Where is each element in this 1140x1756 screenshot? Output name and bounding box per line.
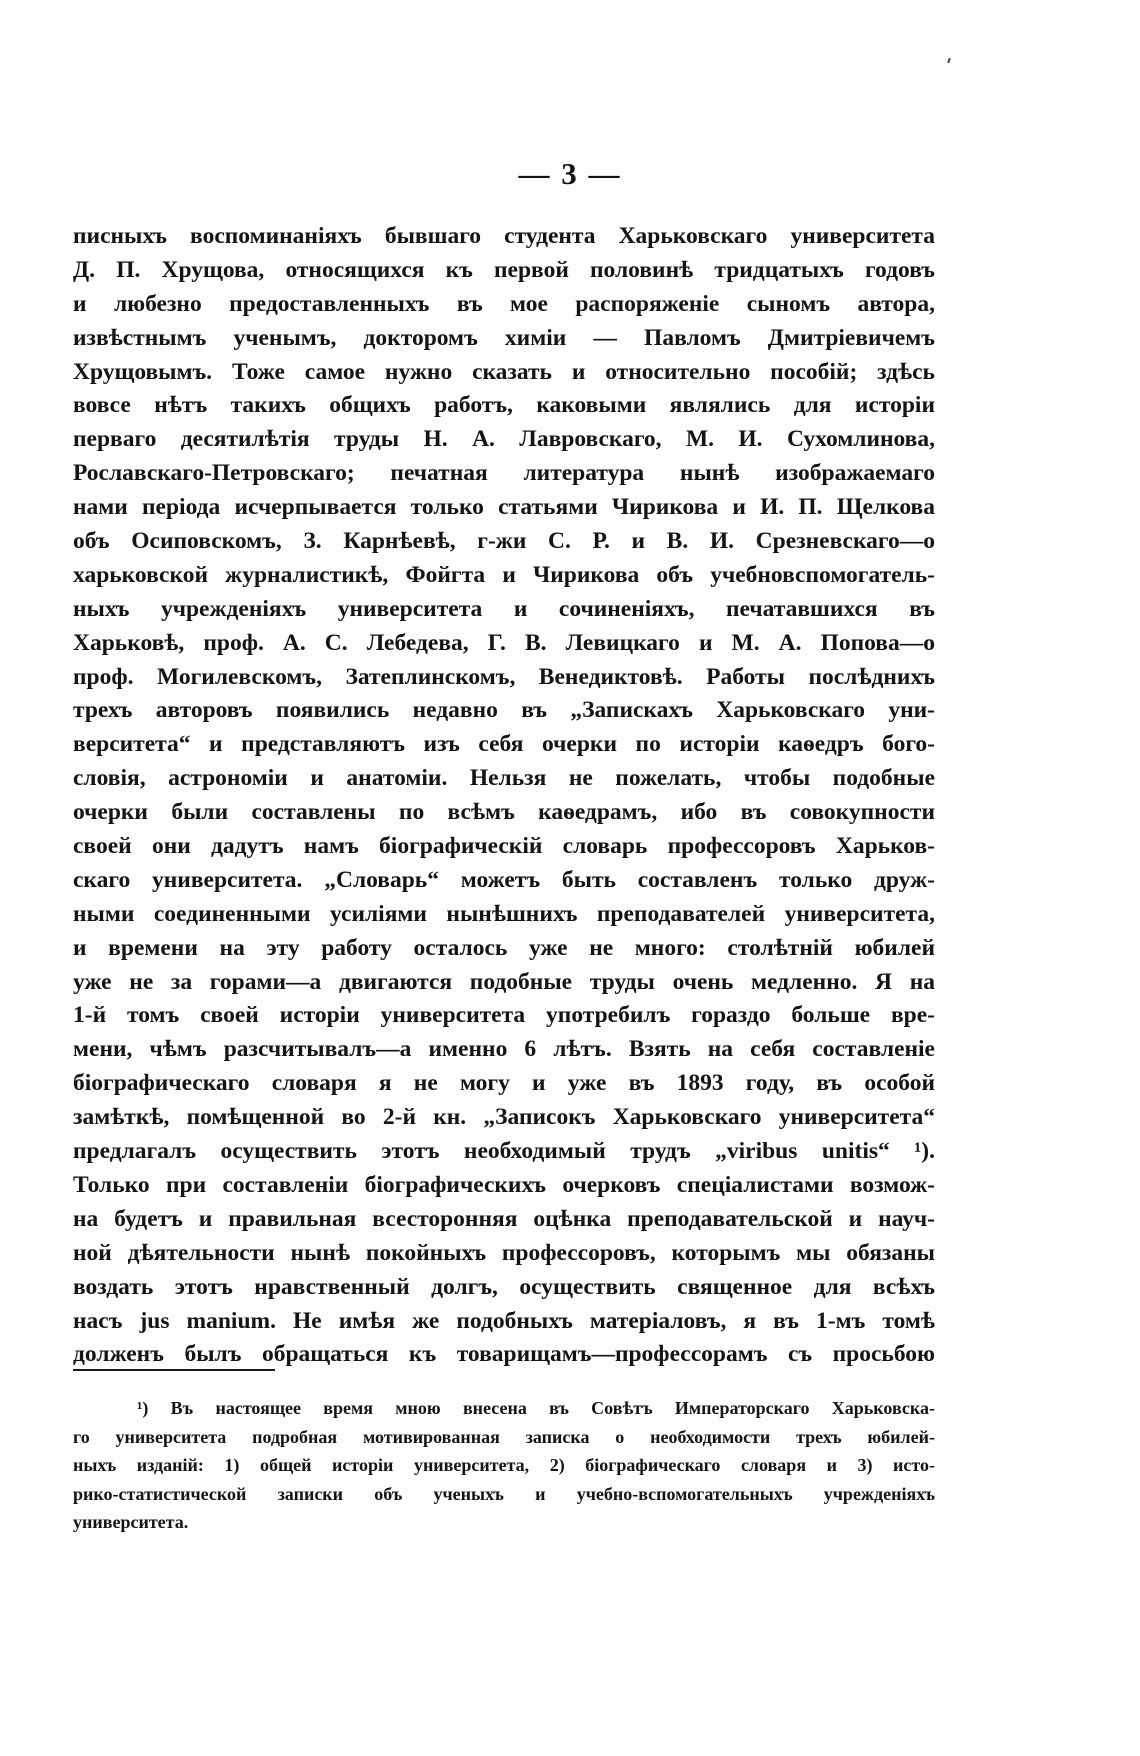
text-line: и любезно предоставленныхъ въ мое распоряженіе сыномъ автора, [73,290,935,317]
footnote-line: университета. [73,1512,189,1532]
footnote-line: ныхъ изданій: 1) общей исторіи университета, 2) біографическаго словаря и 3) исто- [73,1455,935,1475]
text-line: 1-й томъ своей исторіи университета употребилъ гораздо больше вре- [73,1002,935,1029]
text-line: словія, астрономіи и анатоміи. Нельзя не пожелать, чтобы подобные [73,765,935,792]
text-line: Рославскаго-Петровскаго; печатная литература нынѣ изображаемаго [73,460,935,487]
text-line: верситета“ и представляютъ изъ себя очерки по исторіи каѳедръ бого- [73,731,935,758]
footnote [73,1394,935,1537]
text-line: долженъ былъ обращаться къ товарищамъ—профессорамъ съ просьбою [73,1341,935,1368]
text-line: очерки были составлены по всѣмъ каѳедрамъ, ибо въ совокупности [73,799,935,826]
text-line: насъ jus manium. Не имѣя же подобныхъ матеріаловъ, я въ 1-мъ томѣ [73,1307,935,1334]
main-text [73,220,935,1372]
footnote-line: ¹) Въ настоящее время мною внесена въ Совѣтъ Императорскаго Харьковска- [137,1398,935,1418]
text-line: объ Осиповскомъ, З. Карнѣевѣ, г-жи С. Р. и В. И. Срезневскаго—о [73,528,935,555]
text-line: вовсе нѣтъ такихъ общихъ работъ, каковыми являлись для исторіи [73,392,935,419]
text-line: писныхъ воспоминаніяхъ бывшаго студента Харьковскаго университета [73,223,935,249]
text-line: скаго университета. „Словарь“ можетъ быть составленъ только друж- [73,866,935,893]
text-line: мени, чѣмъ разсчитывалъ—а именно 6 лѣтъ. Взять на себя составленіе [73,1036,935,1063]
text-line: Д. П. Хрущова, относящихся къ первой половинѣ тридцатыхъ годовъ [73,256,935,283]
text-line: трехъ авторовъ появились недавно въ „Запискахъ Харьковскаго уни- [73,697,935,724]
text-line: извѣстнымъ ученымъ, докторомъ химіи — Павломъ Дмитріевичемъ [73,324,935,351]
text-line: харьковской журналистикѣ, Фойгта и Чирикова объ учебновспомогатель- [73,561,935,588]
text-line: біографическаго словаря я не могу и уже въ 1893 году, въ особой [73,1070,935,1097]
print-speck [947,58,951,63]
text-line: Только при составленіи біографическихъ очерковъ спеціалистами возмож- [73,1171,935,1198]
footnote-line: го университета подробная мотивированная записка о необходимости трехъ юбилей- [73,1426,935,1447]
text-line: ныхъ учрежденіяхъ университета и сочиненіяхъ, печатавшихся въ [73,595,935,622]
text-line: предлагалъ осуществить этотъ необходимый трудъ „viribus unitis“ ¹). [73,1138,935,1165]
text-line: нами періода исчерпывается только статьями Чирикова и И. П. Щелкова [73,494,935,521]
text-line: воздать этотъ нравственный долгъ, осуществить священное для всѣхъ [73,1273,935,1300]
text-line: своей они дадутъ намъ біографическій словарь профессоровъ Харьков- [73,833,935,860]
text-line: и времени на эту работу осталось уже не много: столѣтній юбилей [73,934,935,961]
text-line: замѣткѣ, помѣщенной во 2-й кн. „Записокъ Харьковскаго университета“ [73,1104,935,1131]
text-line: ной дѣятельности нынѣ покойныхъ профессоровъ, которымъ мы обязаны [73,1239,935,1266]
text-line: уже не за горами—а двигаются подобные труды очень медленно. Я на [73,968,935,995]
footnote-line: рико-статистической записки объ ученыхъ и учебно-вспомогательныхъ учрежденіяхъ [73,1483,935,1504]
text-line: на будетъ и правильная всесторонняя оцѣнка преподавательской и науч- [73,1205,935,1232]
text-line: ными соединенными усиліями нынѣшнихъ преподавателей университета, [73,900,935,927]
text-line: перваго десятилѣтія труды Н. А. Лавровскаго, М. И. Сухомлинова, [73,426,935,453]
page-number: — 3 — [518,156,622,191]
text-line: Хрущовымъ. Тоже самое нужно сказать и относительно пособій; здѣсь [73,358,935,385]
footnote-divider [73,1369,275,1371]
text-line: Харьковѣ, проф. А. С. Лебедева, Г. В. Левицкаго и М. А. Попова—о [73,629,935,656]
text-line: проф. Могилевскомъ, Затеплинскомъ, Венедиктовѣ. Работы послѣднихъ [73,663,935,690]
